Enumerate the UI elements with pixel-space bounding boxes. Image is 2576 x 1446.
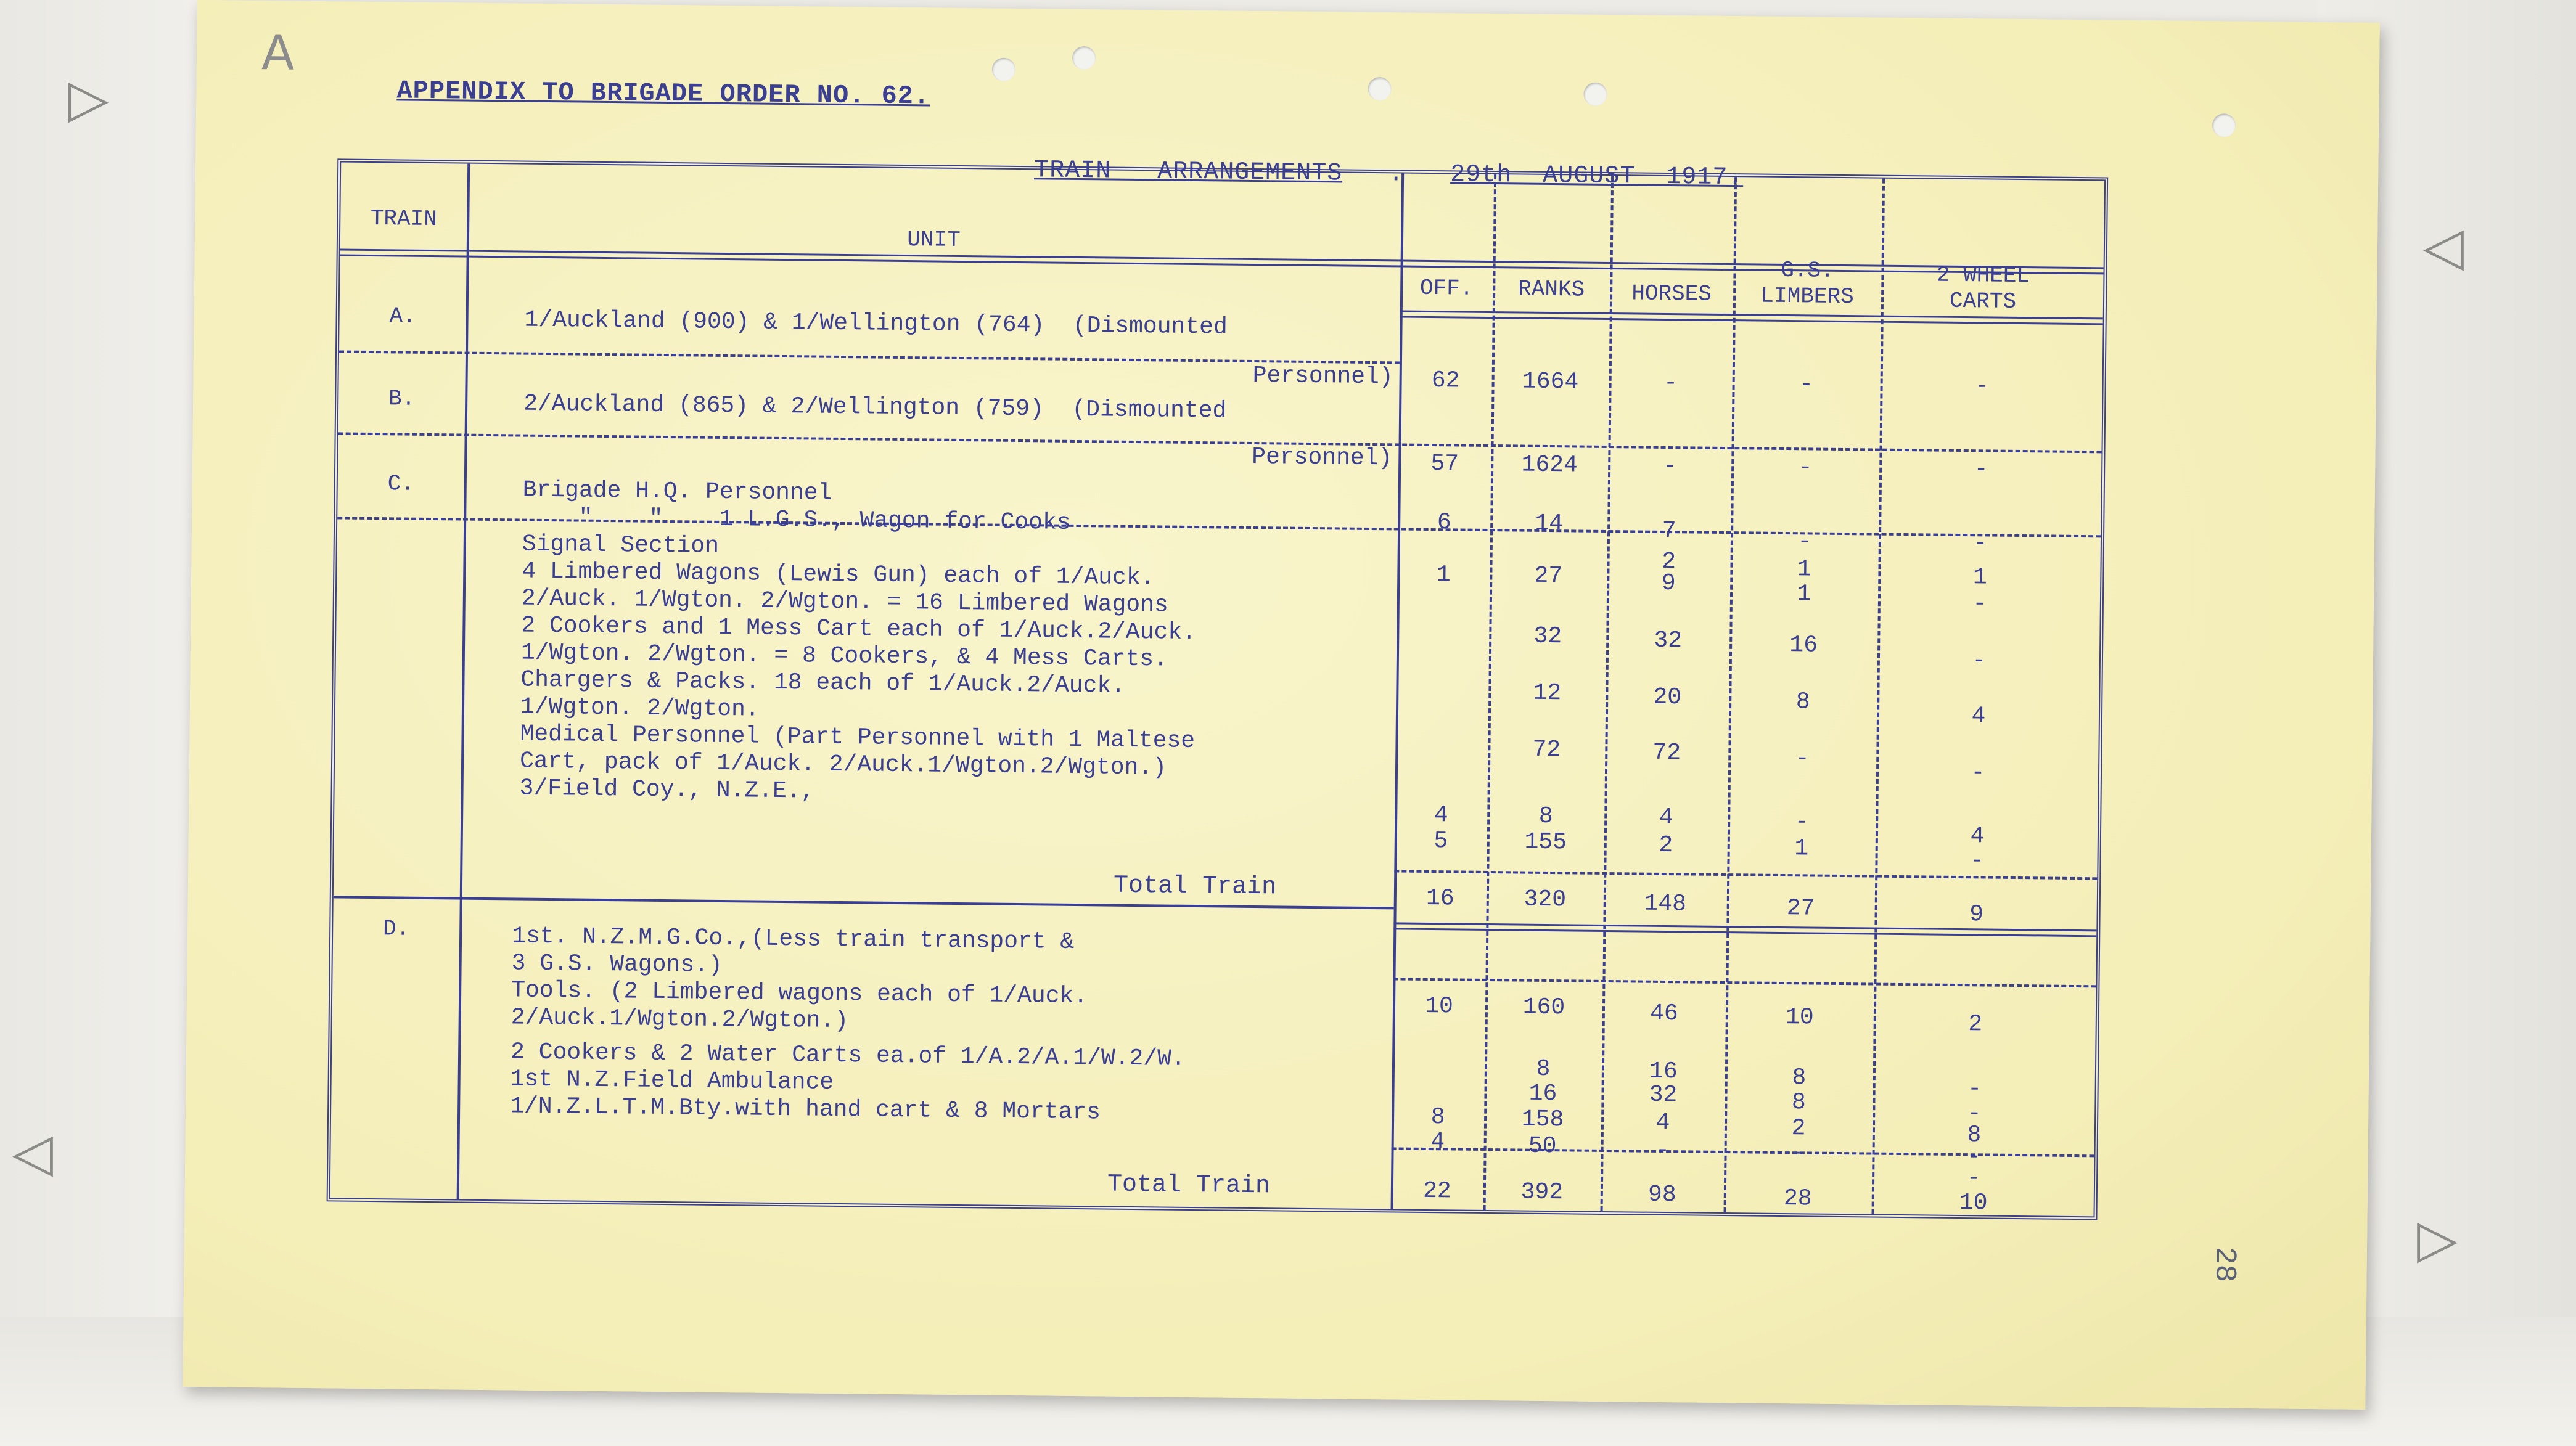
train-d-total-label: Total Train (1107, 1170, 1271, 1201)
train-d-total-wheel-carts: 10 (1959, 1190, 1988, 1217)
train-d-ranks-value: 158 (1521, 1106, 1564, 1134)
train-c-unit-line: Medical Personnel (Part Personnel with 1 Maltese (520, 721, 1196, 755)
train-d-total-off: 22 (1422, 1177, 1451, 1205)
header-ranks: RANKS (1517, 276, 1585, 303)
train-a-off: 62 (1431, 367, 1460, 394)
train-c-horses-value: 9 (1661, 570, 1676, 597)
train-c-total-gs-limbers: 27 (1786, 895, 1815, 922)
train-d-off-value: 8 (1430, 1104, 1445, 1131)
train-c-off-value: 1 (1436, 562, 1451, 589)
train-b-unit-line1: 2/Auckland (865) & 2/Wellington (759) (Dismounted (523, 390, 1227, 425)
train-c-off-value (1397, 672, 1489, 674)
train-d-wheel-carts-value: - (1967, 1076, 1982, 1103)
train-c-wheel-carts-value: - (1973, 530, 1988, 557)
page-number: 28 (2207, 1246, 2241, 1283)
train-c-horses-value: 20 (1653, 684, 1682, 711)
train-c-unit-line: 1/Wgton. 2/Wgton. = 8 Cookers, & 4 Mess Carts. (520, 639, 1168, 673)
train-a-horses: - (1663, 369, 1678, 397)
train-d-limbers-value: 8 (1791, 1089, 1807, 1116)
train-c-off-value (1396, 716, 1488, 717)
train-a-label: A. (389, 303, 416, 329)
header-off: OFF. (1419, 275, 1474, 301)
train-c-unit-line: Signal Section (522, 531, 720, 560)
train-c-limbers-value: 1 (1797, 581, 1811, 608)
train-a-wheel-carts: - (1974, 373, 1990, 400)
train-d-horses-value: 46 (1649, 1000, 1678, 1027)
row-rule-a (339, 350, 1400, 364)
train-d-ranks-value: 8 (1536, 1055, 1551, 1083)
subhead-rule-d (1393, 978, 2096, 987)
train-c-unit-line: 4 Limbered Wagons (Lewis Gun) each of 1/Auck. (522, 558, 1155, 592)
punch-hole (1072, 46, 1096, 70)
train-b-wheel-carts: - (1974, 456, 1988, 483)
train-d-label: D. (382, 916, 410, 942)
train-d-unit-line: 1st. N.Z.M.G.Co.,(Less train transport & (511, 923, 1075, 955)
train-d-ranks-value: 50 (1528, 1132, 1557, 1160)
train-c-off-value: 4 (1434, 802, 1448, 829)
train-c-horses-value: 72 (1652, 739, 1681, 767)
train-b-off: 57 (1430, 450, 1459, 478)
train-c-horses-value: 2 (1661, 548, 1676, 576)
train-a-ranks: 1664 (1522, 368, 1579, 396)
train-c-ranks-value: 14 (1535, 510, 1564, 537)
train-d-horses-value: 32 (1649, 1081, 1678, 1109)
train-c-ranks-value: 155 (1524, 828, 1567, 856)
corner-pencil-letter: A (261, 25, 295, 81)
train-c-unit-line: 2 Cookers and 1 Mess Cart each of 1/Auck.2/Auck. (521, 612, 1197, 647)
train-c-ranks-value: 8 (1538, 803, 1553, 830)
train-d-limbers-value: 10 (1785, 1004, 1814, 1031)
header-train: TRAIN (370, 205, 438, 232)
train-d-total-horses: 98 (1647, 1181, 1676, 1209)
header-gs-limbers: G.S. LIMBERS (1760, 257, 1854, 310)
train-c-label: C. (387, 471, 415, 497)
train-d-total-gs-limbers: 28 (1783, 1185, 1812, 1212)
train-c-wheel-carts-value: - (1972, 590, 1987, 618)
train-c-wheel-carts-value: 4 (1970, 823, 1985, 850)
train-c-unit-line: Brigade H.Q. Personnel (522, 476, 832, 507)
train-c-limbers-value: 16 (1789, 632, 1818, 659)
train-c-total-ranks: 320 (1524, 886, 1567, 913)
train-c-unit-line: 3/Field Coy., N.Z.E., (519, 775, 815, 805)
train-d-off-value: 10 (1424, 992, 1454, 1020)
train-b-ranks: 1624 (1521, 451, 1578, 479)
train-b-horses: - (1662, 452, 1677, 480)
train-c-wheel-carts-value: 1 (1972, 564, 1987, 591)
train-b-unit-line2: Personnel) (1252, 443, 1393, 472)
train-d-horses-value: - (1655, 1137, 1670, 1164)
train-c-wheel-carts-value: - (1969, 848, 1985, 875)
train-d-limbers-value: 8 (1792, 1064, 1807, 1092)
train-c-wheel-carts-value: - (1971, 759, 1985, 786)
train-c-total-label: Total Train (1113, 872, 1277, 902)
header-unit: UNIT (907, 227, 961, 253)
train-c-horses-value: 32 (1654, 627, 1683, 655)
train-a-unit-line1: 1/Auckland (900) & 1/Wellington (764) (Dismounted (524, 306, 1228, 341)
train-a-unit-line2: Personnel) (1252, 362, 1393, 391)
train-d-limbers-value: 2 (1791, 1115, 1806, 1142)
train-c-horses-value: 7 (1662, 517, 1676, 545)
train-d-wheel-carts-value: 2 (1968, 1011, 1983, 1038)
train-d-off-value: 4 (1430, 1129, 1445, 1156)
train-a-gs-limbers: - (1799, 371, 1814, 398)
train-c-unit-line: 1/Wgton. 2/Wgton. (520, 693, 760, 723)
pencil-triangle-mark: ▷ (2417, 1208, 2458, 1270)
train-c-unit-line: " " 1 L.G.S., Wagon for Cooks (522, 504, 1071, 536)
train-c-limbers-value: - (1794, 809, 1809, 836)
title-date: 29th AUGUST 1917. (1450, 161, 1744, 192)
train-c-ranks-value: 27 (1534, 562, 1563, 590)
train-c-ranks-value: 72 (1532, 736, 1561, 764)
punch-hole (992, 58, 1015, 81)
train-c-limbers-value: 1 (1794, 835, 1809, 862)
train-c-limbers-value: - (1795, 745, 1810, 772)
punch-hole (2212, 113, 2236, 137)
train-c-unit-line: Cart, pack of 1/Auck. 2/Auck.1/Wgton.2/Wgton.) (519, 748, 1167, 782)
pencil-triangle-mark: ▷ (68, 68, 109, 129)
title-train-arrangements: TRAIN ARRANGEMENTS (1033, 157, 1343, 188)
train-d-unit-line: 1/N.Z.L.T.M.Bty.with hand cart & 8 Mortars (510, 1093, 1101, 1126)
train-d-unit-line: Tools. (2 Limbered wagons each of 1/Auck. (511, 977, 1088, 1010)
punch-hole (1368, 77, 1391, 100)
train-c-ranks-value: 32 (1533, 623, 1562, 650)
train-c-ranks-value: 12 (1533, 679, 1562, 707)
train-c-limbers-value: 1 (1797, 556, 1812, 583)
train-b-gs-limbers: - (1798, 454, 1813, 481)
train-d-unit-line: 1st N.Z.Field Ambulance (510, 1066, 834, 1096)
train-c-limbers-value: 8 (1795, 688, 1810, 716)
train-table (327, 158, 2109, 1220)
train-c-wheel-carts-value: 4 (1971, 703, 1986, 730)
train-c-unit-line: Chargers & Packs. 18 each of 1/Auck.2/Auck. (520, 666, 1126, 700)
document-page (183, 0, 2379, 1410)
train-c-horses-value: 2 (1659, 831, 1673, 859)
train-d-ranks-value: 160 (1522, 994, 1565, 1021)
col-rule-unit (1391, 173, 1405, 1209)
train-c-limbers-value: - (1797, 528, 1812, 555)
train-b-label: B. (388, 386, 416, 412)
train-d-wheel-carts-value: - (1966, 1143, 1982, 1170)
train-d-wheel-carts-value: - (1966, 1165, 1981, 1192)
title-separator: . (1388, 160, 1405, 189)
train-d-horses-value: 16 (1649, 1058, 1678, 1085)
train-c-total-horses: 148 (1644, 890, 1687, 918)
train-c-unit-line: 2/Auck. 1/Wgton. 2/Wgton. = 16 Limbered Wagons (521, 585, 1169, 619)
train-d-ranks-value: 16 (1528, 1080, 1557, 1108)
train-c-off-value: 5 (1434, 828, 1448, 855)
train-d-wheel-carts-value: - (1967, 1100, 1982, 1127)
train-d-unit-line: 3 G.S. Wagons.) (511, 950, 723, 979)
train-c-wheel-carts-value: - (1972, 647, 1987, 674)
train-c-off-value: 6 (1437, 509, 1451, 536)
train-c-horses-value: 4 (1659, 804, 1673, 831)
pencil-triangle-mark: ◁ (12, 1122, 54, 1183)
header-wheel-carts: 2 WHEEL CARTS (1936, 262, 2030, 314)
train-d-total-ranks: 392 (1520, 1178, 1564, 1206)
train-c-total-wheel-carts: 9 (1969, 901, 1984, 928)
header-horses: HORSES (1631, 280, 1712, 307)
train-c-off-value (1397, 617, 1490, 618)
train-d-unit-line: 2/Auck.1/Wgton.2/Wgton.) (511, 1004, 849, 1035)
punch-hole (1583, 83, 1607, 106)
appendix-heading: APPENDIX TO BRIGADE ORDER NO. 62. (396, 76, 930, 112)
pencil-triangle-mark: ◁ (2423, 216, 2464, 277)
train-d-unit-line: 2 Cookers & 2 Water Carts ea.of 1/A.2/A.1/W.2/W. (510, 1039, 1186, 1072)
train-d-wheel-carts-value: 8 (1967, 1122, 1982, 1149)
train-c-total-off: 16 (1425, 884, 1454, 912)
train-d-horses-value: 4 (1655, 1109, 1670, 1137)
train-d-limbers-value: - (1790, 1140, 1806, 1167)
